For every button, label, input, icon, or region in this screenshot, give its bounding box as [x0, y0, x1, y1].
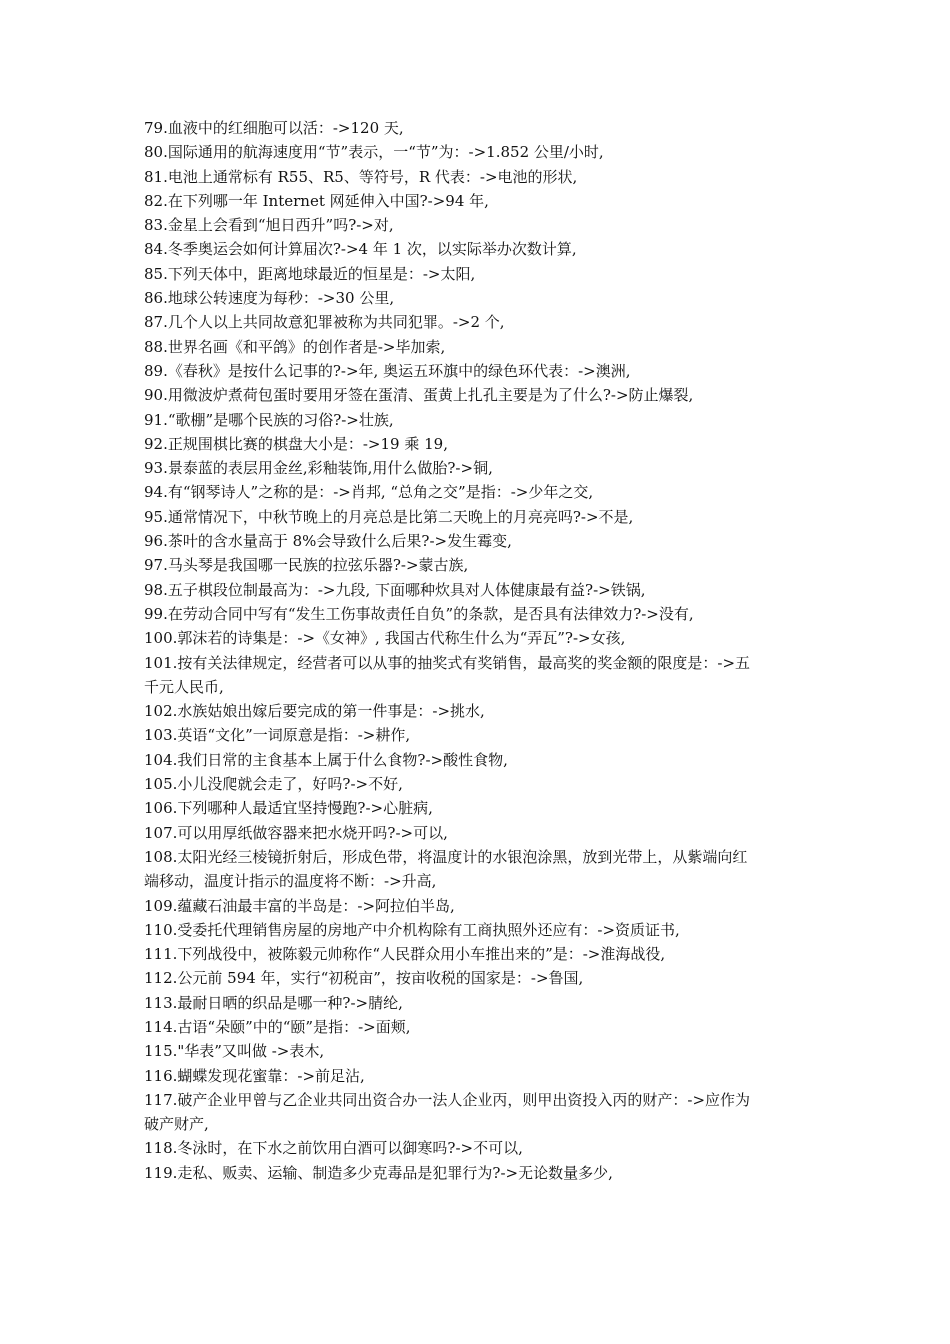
text-line: 117.破产企业甲曾与乙企业共同出资合办一法人企业丙，则甲出资投入丙的财产：->应作为	[144, 1090, 751, 1109]
text-line: 108.太阳光经三棱镜折射后，形成色带，将温度计的水银泡涂黑，放到光带上，从紫端向红	[144, 847, 748, 866]
text-line: 83.金星上会看到“旭日西升”吗?->对,	[144, 216, 394, 235]
text-line: 110.受委托代理销售房屋的房地产中介机构除有工商执照外还应有：->资质证书,	[144, 920, 680, 939]
text-line: 115."华表”又叫做 ->表木,	[144, 1042, 325, 1061]
text-line: 89.《春秋》是按什么记事的?->年, 奥运五环旗中的绿色环代表：->澳洲,	[144, 361, 631, 380]
document-body	[144, 116, 816, 1185]
text-line: 95.通常情况下，中秋节晚上的月亮总是比第二天晚上的月亮亮吗?->不是,	[144, 507, 634, 526]
text-line: 80.国际通用的航海速度用“节”表示，一“节”为：->1.852 公里/小时,	[144, 143, 604, 162]
text-line: 107.可以用厚纸做容器来把水烧开吗?->可以,	[144, 823, 448, 842]
text-line: 79.血液中的红细胞可以活：->120 天,	[144, 119, 404, 137]
text-line: 90.用微波炉煮荷包蛋时要用牙签在蛋清、蛋黄上扎孔主要是为了什么?->防止爆裂,	[144, 386, 694, 405]
text-line: 109.蕴藏石油最丰富的半岛是：->阿拉伯半岛,	[144, 896, 455, 915]
text-line: 103.英语“文化”一词原意是指：->耕作,	[144, 726, 411, 745]
text-line: 99.在劳动合同中写有“发生工伤事故责任自负”的条款，是否具有法律效力?->没有,	[144, 604, 694, 623]
text-line: 88.世界名画《和平鸽》的创作者是->毕加索,	[144, 337, 446, 356]
text-line: 93.景泰蓝的表层用金丝,彩釉装饰,用什么做胎?->铜,	[144, 459, 493, 478]
text-line: 106.下列哪种人最适宜坚持慢跑?->心脏病,	[144, 799, 433, 818]
text-line: 96.茶叶的含水量高于 8%会导致什么后果?->发生霉变,	[144, 532, 512, 551]
text-line: 98.五子棋段位制最高为：->九段, 下面哪种炊具对人体健康最有益?->铁锅,	[144, 580, 646, 599]
text-line: 87.几个人以上共同故意犯罪被称为共同犯罪。->2 个,	[144, 313, 505, 332]
text-line: 114.古语“朵颐”中的“颐”是指：->面颊,	[144, 1017, 411, 1036]
text-line: 111.下列战役中，被陈毅元帅称作“人民群众用小车推出来的”是：->淮海战役,	[144, 945, 666, 964]
text-line: 92.正规围棋比赛的棋盘大小是：->19 乘 19,	[144, 434, 448, 453]
text-line: 97.马头琴是我国哪一民族的拉弦乐器?->蒙古族,	[144, 556, 469, 575]
text-line: 86.地球公转速度为每秒：->30 公里,	[144, 289, 395, 308]
text-line: 千元人民币,	[144, 677, 224, 696]
text-line: 118.冬泳时，在下水之前饮用白酒可以御寒吗?->不可以,	[144, 1139, 523, 1158]
text-line: 91.“歌棚”是哪个民族的习俗?->壮族,	[144, 410, 394, 429]
text-line: 105.小儿没爬就会走了，好吗?->不好,	[144, 775, 403, 794]
text-line: 102.水族姑娘出嫁后要完成的第一件事是：->挑水,	[144, 702, 485, 721]
text-line: 端移动，温度计指示的温度将不断：->升高,	[144, 872, 437, 891]
text-line: 100.郭沫若的诗集是：->《女神》, 我国古代称生什么为“弄瓦”?->女孩,	[144, 629, 626, 648]
text-line: 85.下列天体中，距离地球最近的恒星是：->太阳,	[144, 264, 476, 283]
text-line: 82.在下列哪一年 Internet 网延伸入中国?->94 年,	[144, 191, 489, 210]
text-line: 113.最耐日晒的织品是哪一种?->腈纶,	[144, 993, 403, 1012]
text-line: 94.有“钢琴诗人”之称的是：->肖邦, “总角之交”是指：->少年之交,	[144, 483, 594, 502]
text-line: 112.公元前 594 年，实行“初税亩”，按亩收税的国家是：->鲁国,	[144, 969, 584, 988]
text-line: 101.按有关法律规定，经营者可以从事的抽奖式有奖销售，最高奖的奖金额的限度是：->五	[144, 653, 751, 672]
text-line: 破产财产,	[144, 1115, 209, 1134]
text-line: 119.走私、贩卖、运输、制造多少克毒品是犯罪行为?->无论数量多少,	[144, 1163, 613, 1182]
text-line: 116.蝴蝶发现花蜜靠：->前足沾,	[144, 1066, 365, 1085]
text-line: 84.冬季奥运会如何计算届次?->4 年 1 次，以实际举办次数计算,	[144, 240, 577, 259]
text-line: 81.电池上通常标有 R55、R5、等符号，R 代表：->电池的形状,	[144, 167, 578, 186]
text-line: 104.我们日常的主食基本上属于什么食物?->酸性食物,	[144, 750, 508, 769]
